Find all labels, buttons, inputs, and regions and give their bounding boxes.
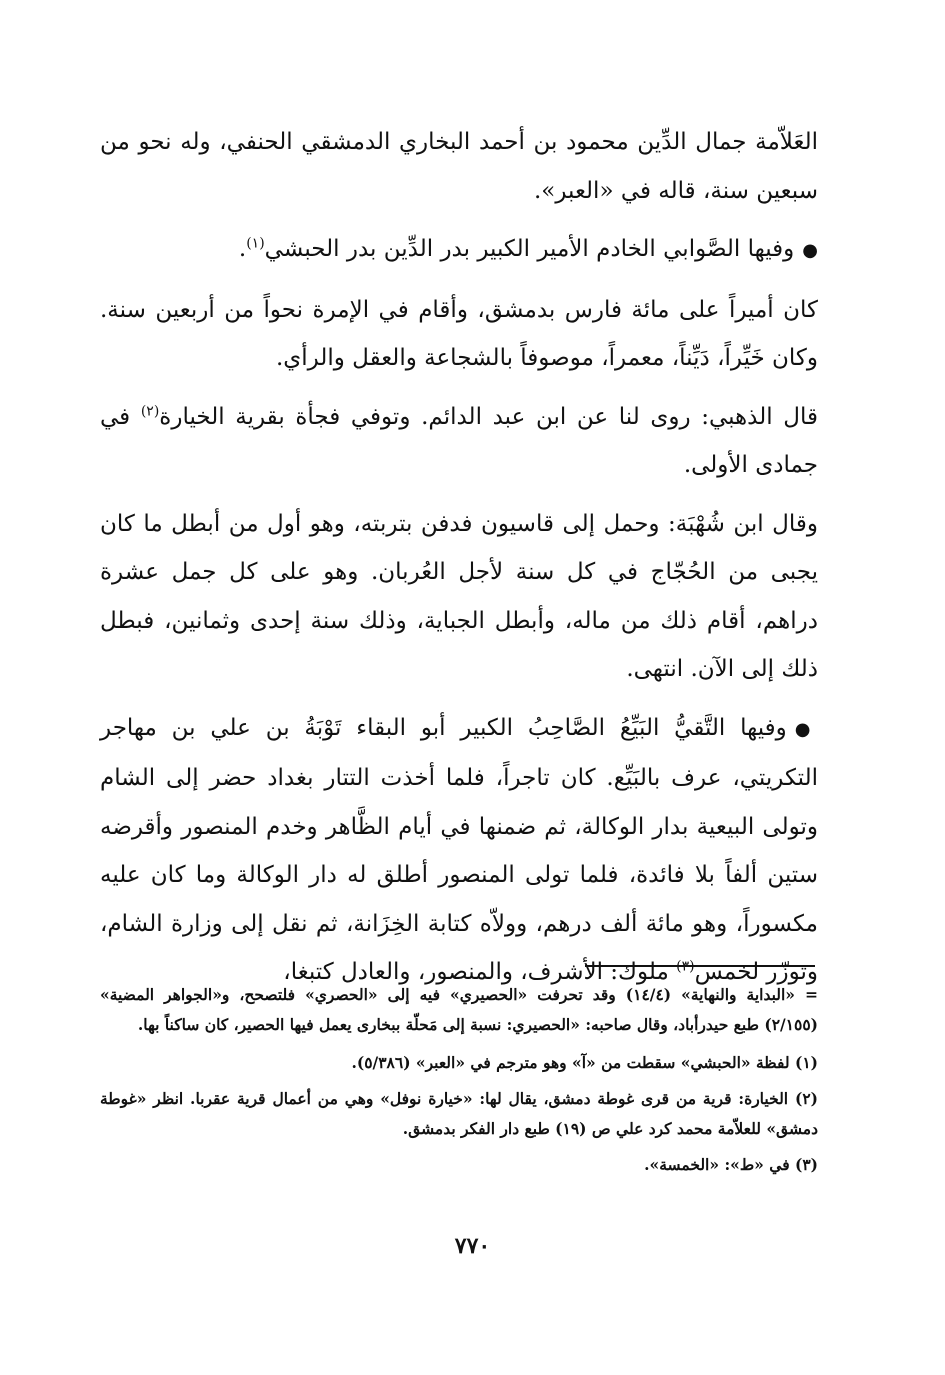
paragraph-2-end: . — [238, 236, 247, 262]
paragraph-2 — [100, 225, 818, 276]
paragraph-4-end: في جمادى الأولى. — [100, 403, 818, 478]
paragraph-3-text: كان أميراً على مائة فارس بدمشق، وأقام في الإمرة نحواً من أربعين سنة. وكان خَيِّراً، دَيِّناً، معمراً، موصوفاً بالشجاعة والعقل والرأي. — [100, 296, 818, 371]
footnote-3: (٣) في «ط»: «الخمسة». — [644, 1155, 818, 1174]
paragraph-6-text: وفيها التَّقيُّ البَيِّعُ الصَّاحِبُ الكبير أبو البقاء تَوْبَةُ بن علي بن مهاجر التكريتي، عرف بالبَيِّع. كان تاجراً، فلما أخذت التتار بغداد حضر إلى الشام وتولى البيعية بدار الوكالة، ثم ضمنها في أيام الظَّاهر وخدم المنصور وأقرضه ستين ألفاً بلا فائدة، فلما تولى المنصور أطلق له دار الوكالة وما كان عليه مكسوراً، وهو مائة ألف درهم، وولاّه كتابة الخِزَانة، ثم نقل إلى وزارة الشام، وتوزّر لخمس — [100, 714, 818, 985]
paragraph-5-text: وقال ابن شُهْبَة: وحمل إلى قاسيون فدفن بتربته، وهو أول من أبطل ما كان يجبى من الحُجّاج في كل سنة لأجل العُربان. وهو على كل جمل عشرة دراهم، أقام ذلك من ماله، وأبطل الجباية، وذلك سنة إحدى وثمانين، فبطل ذلك إلى الآن. انتهى. — [100, 510, 818, 682]
footnotes — [100, 980, 818, 1186]
bullet-icon: ● — [794, 718, 818, 740]
paragraph-4-text: قال الذهبي: روى لنا عن ابن عبد الدائم. وتوفي فجأة بقرية الخيارة — [159, 403, 818, 430]
page-number: ٧٧٠ — [454, 1233, 491, 1259]
paragraph-5 — [100, 500, 818, 694]
footnote-ref-3[interactable]: (٣) — [676, 958, 695, 975]
paragraph-4 — [100, 393, 818, 490]
bullet-icon: ● — [802, 240, 818, 261]
paragraph-1-text: العَلاّمة جمال الدِّين محمود بن أحمد البخاري الدمشقي الحنفي، وله نحو من سبعين سنة، قاله في «العبر». — [100, 129, 818, 204]
footnote-ref-2[interactable]: (٢) — [140, 402, 160, 419]
footnote-1: (١) لفظة «الحبشي» سقطت من «آ» وهو مترجم في «العبر» (٥/٣٨٦). — [351, 1053, 818, 1072]
paragraph-1 — [100, 118, 818, 215]
footnote-continuation: = «البداية والنهاية» (١٤/٤) وقد تحرفت «الحصيري» فيه إلى «الحصري» فلتصحح، و«الجواهر المضية» (٢/١٥٥) طبع حيدرأباد، وقال صاحبه: «الحصيري: نسبة إلى مَحلّة ببخارى يعمل فيها الحصير، كان ساكناً بها. — [100, 985, 818, 1034]
paragraph-3 — [100, 286, 818, 383]
main-text — [100, 118, 818, 997]
paragraph-6 — [100, 704, 818, 997]
footnote-ref-1[interactable]: (١) — [246, 235, 265, 252]
footnote-divider — [585, 965, 815, 967]
paragraph-2-text: وفيها الصَّوابي الخادم الأمير الكبير بدر الدِّين بدر الحبشي — [264, 236, 795, 262]
footnote-2: (٢) الخيارة: قرية من قرى غوطة دمشق، يقال لها: «خيارة نوفل» وهي من أعمال قرية عقربا. انظر «غوطة دمشق» للعلاّمة محمد كرد علي ص (١٩) طبع دار الفكر بدمشق. — [100, 1089, 818, 1138]
paragraph-6-end: ملوك: الأشرف، والمنصور، والعادل كتبغا، — [283, 959, 677, 985]
